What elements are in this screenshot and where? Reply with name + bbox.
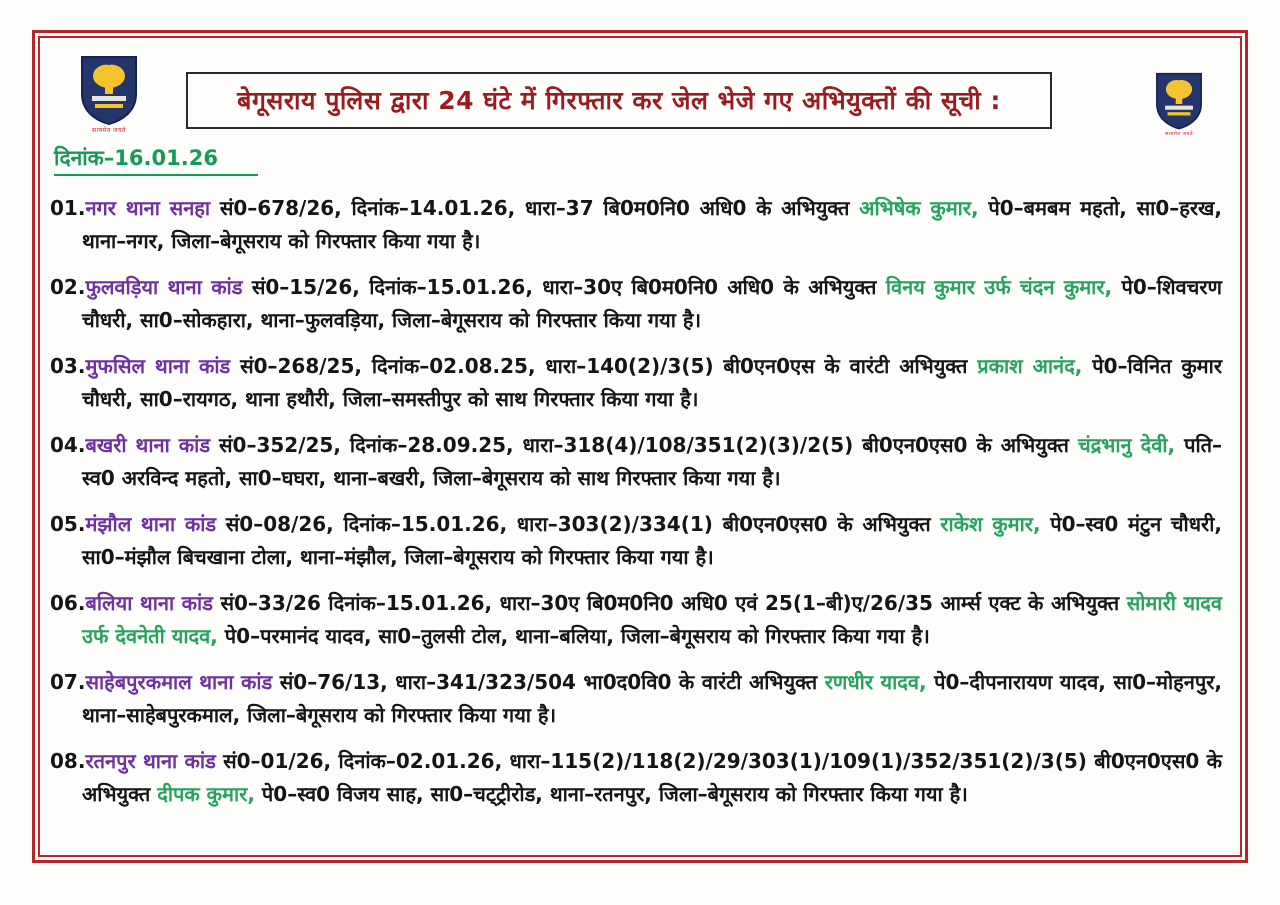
red-border-frame-inner: [38, 36, 1242, 857]
entry-text-pre: सं0–678/26, दिनांक–14.01.26, धारा–37 बि0म0नि0 अधि0 के अभियुक्त: [210, 196, 860, 220]
entry-text-pre: सं0–15/26, दिनांक–15.01.26, धारा–30ए बि0म0नि0 अधि0 के अभियुक्त: [242, 275, 886, 299]
entry-text-pre: सं0–01/26, दिनांक–02.01.26, धारा–115(2)/118(2)/29/303(1)/109(1)/352/351(2)/3(5) बी0एन0एस0 के अभियुक्त: [82, 749, 1222, 806]
entry-text-post: पे0–शिवचरण चौधरी, सा0–सोकहारा, थाना–फुलवड़िया, जिला–बेगूसराय को गिरफ्तार किया गया है।: [82, 275, 1223, 332]
entry-text-post: पे0–बमबम महतो, सा0–हरख, थाना–नगर, जिला–बेगूसराय को गिरफ्तार किया गया है।: [82, 196, 1222, 253]
entry-number: 08.: [50, 749, 86, 773]
station-name: साहेबपुरकमाल थाना कांड: [85, 670, 273, 694]
title-box: [186, 72, 1052, 129]
arrest-entry: [50, 429, 1222, 495]
arrest-entry: [50, 508, 1222, 574]
station-name: नगर थाना सनहा: [85, 196, 211, 220]
entry-text-post: पे0–विनित कुमार चौधरी, सा0–रायगठ, थाना हथौरी, जिला–समस्तीपुर को साथ गिरफ्तार किया गया है।: [82, 354, 1222, 411]
accused-name: रणधीर यादव,: [824, 670, 927, 694]
station-name: बलिया थाना कांड: [85, 591, 213, 615]
station-name: मंझौल थाना कांड: [85, 512, 217, 536]
entry-number: 03.: [50, 354, 86, 378]
police-badge-right: [1149, 71, 1210, 137]
entry-text-post: पे0–स्व0 मंटुन चौधरी, सा0–मंझौल बिचखाना टोला, थाना–मंझौल, जिला–बेगूसराय को गिरफ्तार किया गया है।: [82, 512, 1222, 569]
accused-name: विनय कुमार उर्फ चंदन कुमार,: [885, 275, 1113, 299]
entry-text-post: पे0–स्व0 विजय साह, सा0–चट्ट्रीरोड, थाना–रतनपुर, जिला–बेगूसराय को गिरफ्तार किया गया है।: [254, 782, 968, 806]
arrest-entry: [50, 350, 1222, 416]
station-name: रतनपुर थाना कांड: [85, 749, 216, 773]
page-title: बेगूसराय पुलिस द्वारा 24 घंटे में गिरफ्तार कर जेल भेजे गए अभियुक्तों की सूची :: [237, 86, 1001, 115]
accused-name: सोमारी यादव उर्फ देवनेती यादव,: [82, 591, 1222, 648]
accused-name: अभिषेक कुमार,: [859, 196, 979, 220]
arrest-entry: [50, 192, 1222, 258]
accused-name: दीपक कुमार,: [157, 782, 255, 806]
entry-text-pre: सं0–33/26 दिनांक–15.01.26, धारा–30ए बि0म0नि0 अधि0 एवं 25(1–बी)ए/26/35 आर्म्स एक्ट के अभियुक्त: [212, 591, 1127, 615]
entry-text-pre: सं0–268/25, दिनांक–02.08.25, धारा–140(2)/3(5) बी0एन0एस के वारंटी अभियुक्त: [230, 354, 978, 378]
entry-text-post: पे0–परमानंद यादव, सा0–तुलसी टोल, थाना–बलिया, जिला–बेगूसराय को गिरफ्तार किया गया है।: [217, 624, 930, 648]
date-label: दिनांक–16.01.26: [54, 144, 258, 176]
accused-name: राकेश कुमार,: [940, 512, 1041, 536]
entry-number: 02.: [50, 275, 86, 299]
red-border-frame: [32, 30, 1248, 863]
entry-number: 06.: [50, 591, 86, 615]
station-name: फुलवड़िया थाना कांड: [85, 275, 243, 299]
police-badge-left: [72, 54, 146, 134]
arrest-entry: [50, 271, 1222, 337]
entry-text-pre: सं0–08/26, दिनांक–15.01.26, धारा–303(2)/334(1) बी0एन0एस0 के अभियुक्त: [216, 512, 941, 536]
entry-number: 05.: [50, 512, 86, 536]
bihar-police-shield-icon: [1154, 71, 1205, 130]
entry-number: 01.: [50, 196, 86, 220]
entry-text-post: पे0–दीपनारायण यादव, सा0–मोहनपुर, थाना–साहेबपुरकमाल, जिला–बेगूसराय को गिरफ्तार किया गया है।: [82, 670, 1222, 727]
arrest-entry: [50, 666, 1222, 732]
document-header: [50, 46, 1222, 138]
entry-number: 04.: [50, 433, 86, 457]
badge-motto-text: सत्यमेव जयते: [1165, 131, 1193, 137]
entry-text-pre: सं0–76/13, धारा–341/323/504 भा0द0वि0 के वारंटी अभियुक्त: [272, 670, 825, 694]
badge-motto-text: सत्यमेव जयते: [92, 127, 126, 134]
entry-text-pre: सं0–352/25, दिनांक–28.09.25, धारा–318(4)/108/351(2)(3)/2(5) बी0एन0एस0 के अभियुक्त: [210, 433, 1078, 457]
arrest-entry: [50, 587, 1222, 653]
arrest-list: [50, 192, 1222, 811]
station-name: बखरी थाना कांड: [85, 433, 211, 457]
accused-name: चंद्रभानु देवी,: [1077, 433, 1176, 457]
station-name: मुफसिल थाना कांड: [85, 354, 231, 378]
bihar-police-shield-icon: [78, 54, 140, 126]
accused-name: प्रकाश आनंद,: [977, 354, 1083, 378]
entry-text-post: पति–स्व0 अरविन्द महतो, सा0–घघरा, थाना–बखरी, जिला–बेगूसराय को साथ गिरफ्तार किया गया है।: [82, 433, 1223, 490]
entry-number: 07.: [50, 670, 86, 694]
arrest-entry: [50, 745, 1222, 811]
